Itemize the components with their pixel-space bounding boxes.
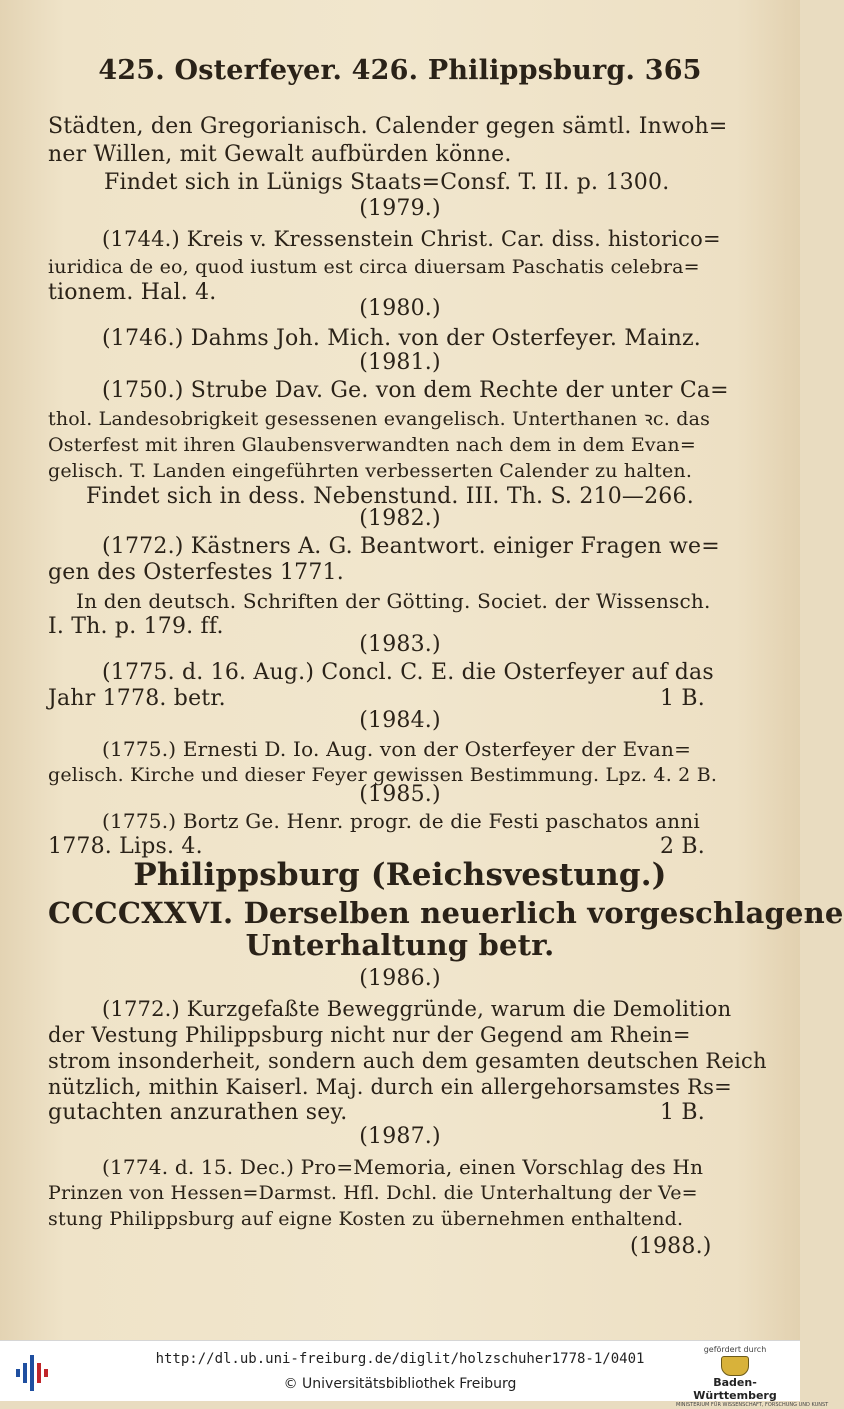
text-line: Findet sich in Lünigs Staats=Consf. T. II. p. 1300. [104,170,670,195]
text-line: Prinzen von Hessen=Darmst. Hfl. Dchl. die Unterhaltung der Ve= [48,1182,698,1204]
text-line: (1775.) Ernesti D. Io. Aug. von der Osterfeyer der Evan= [102,737,692,761]
entry-number: (1979.) [359,196,441,221]
text-line: der Vestung Philippsburg nicht nur der Gegend am Rhein= [48,1023,691,1047]
entry-number: (1984.) [359,708,441,733]
catchword: (1988.) [630,1234,712,1259]
text-line: strom insonderheit, sondern auch dem gesamten deutschen Reich [48,1049,767,1073]
sheet-count: 1 B. [660,686,705,711]
text-line: 1778. Lips. 4. [48,834,203,859]
entry-number: (1987.) [359,1124,441,1149]
text-line: (1744.) Kreis v. Kressenstein Christ. Car. diss. historico= [102,227,721,251]
text-line: stung Philippsburg auf eigne Kosten zu übernehmen enthaltend. [48,1208,684,1230]
section-title: Philippsburg (Reichsvestung.) [133,857,667,893]
entry-number: (1981.) [359,350,441,375]
text-line: Jahr 1778. betr. [48,686,226,711]
text-line: Städten, den Gregorianisch. Calender gegen sämtl. Inwoh= [48,114,728,139]
viewer-footer [0,1340,829,1408]
copyright-notice: © Universitätsbibliothek Freiburg [283,1376,517,1392]
state-name: Baden-Württemberg [693,1376,777,1402]
text-line: (1772.) Kurzgefaßte Beweggründe, warum die Demolition [102,997,732,1021]
text-line: gelisch. Kirche und dieser Feyer gewissen Bestimmung. Lpz. 4. 2 B. [48,764,718,786]
entry-number: (1983.) [359,632,441,657]
ministry-name: MINISTERIUM FÜR WISSENSCHAFT, FORSCHUNG UND KUNST [676,1402,829,1408]
text-line: (1746.) Dahms Joh. Mich. von der Osterfeyer. Mainz. [102,326,701,351]
funding-logo [676,1345,829,1408]
text-line: Osterfest mit ihren Glaubensverwandten nach dem in dem Evan= [48,434,696,456]
sheet-count: 2 B. [660,834,705,859]
entry-number: (1985.) [359,782,441,807]
text-line: tionem. Hal. 4. [48,280,217,305]
coat-of-arms-icon [721,1356,749,1376]
text-line: gen des Osterfestes 1771. [48,560,344,585]
entry-number: (1986.) [359,966,441,991]
text-line: I. Th. p. 179. ff. [48,614,224,639]
permalink-url[interactable]: http://dl.ub.uni-freiburg.de/diglit/holzschuher1778-1/0401 [155,1351,645,1367]
text-line: (1775. d. 16. Aug.) Concl. C. E. die Osterfeyer auf das [102,660,714,685]
text-line: thol. Landesobrigkeit gesessenen evangelisch. Unterthanen ꝛc. das [48,408,711,430]
chapter-heading-continued: Unterhaltung betr. [245,928,555,962]
text-line: (1774. d. 15. Dec.) Pro=Memoria, einen Vorschlag des Hn [102,1155,704,1179]
funded-by-label: gefördert durch [703,1345,767,1354]
text-line: Findet sich in dess. Nebenstund. III. Th. S. 210—266. [86,484,694,509]
text-line: gutachten anzurathen sey. [48,1100,348,1125]
text-line: (1772.) Kästners A. G. Beantwort. einiger Fragen we= [102,534,720,559]
chapter-heading: CCCCXXVI. Derselben neuerlich vorgeschlagene [48,896,844,930]
text-line: iuridica de eo, quod iustum est circa diuersam Paschatis celebra= [48,256,700,278]
text-line: (1750.) Strube Dav. Ge. von dem Rechte der unter Ca= [102,378,729,403]
entry-number: (1980.) [359,296,441,321]
entry-number: (1982.) [359,506,441,531]
sheet-count: 1 B. [660,1100,705,1125]
running-head: 425. Osterfeyer. 426. Philippsburg. 365 [98,55,702,86]
text-line: In den deutsch. Schriften der Götting. Societ. der Wissensch. [76,589,711,613]
text-line: nützlich, mithin Kaiserl. Maj. durch ein allergehorsamstes Rs= [48,1075,732,1099]
text-line: ner Willen, mit Gewalt aufbürden könne. [48,142,512,167]
text-line: (1775.) Bortz Ge. Henr. progr. de die Festi paschatos anni [102,809,700,833]
text-line: gelisch. T. Landen eingeführten verbesserten Calender zu halten. [48,460,693,482]
